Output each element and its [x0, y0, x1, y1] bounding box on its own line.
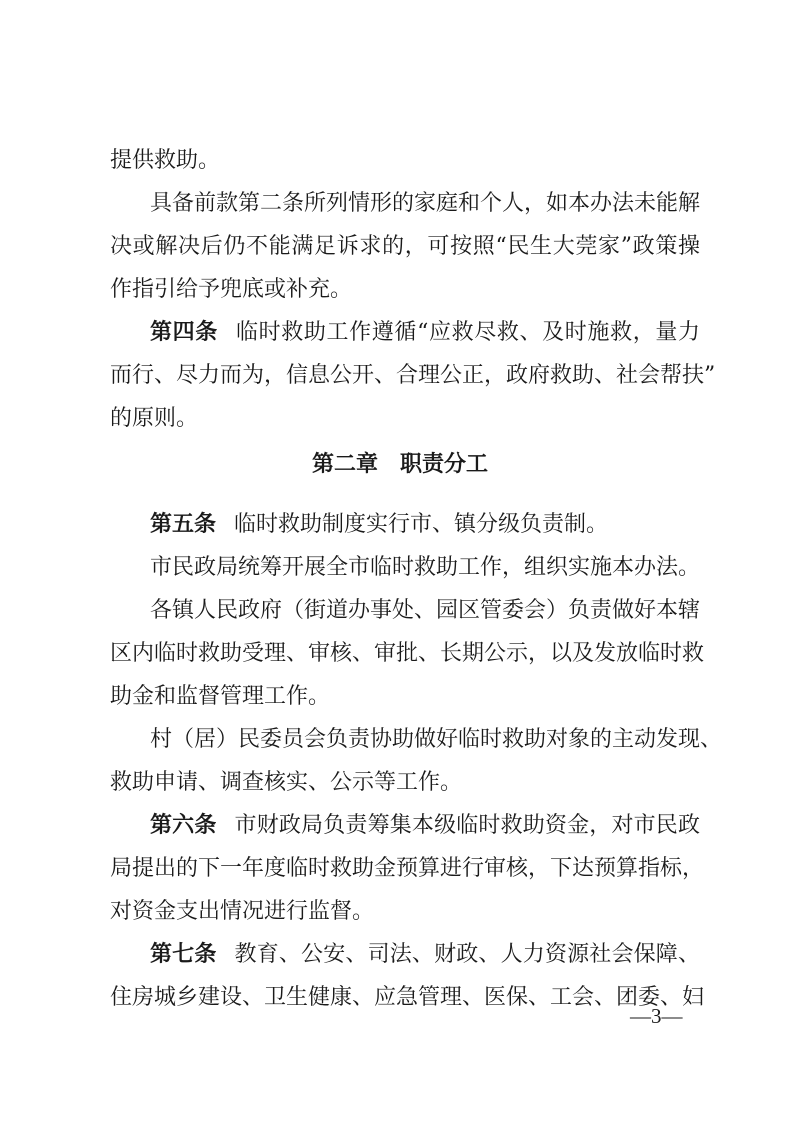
- text-line: 住房城乡建设、卫生健康、应急管理、医保、工会、团委、妇: [110, 985, 705, 1010]
- article-label: 第七条: [150, 942, 217, 967]
- article-text: 市财政局负责筹集本级临时救助资金，对市民政: [234, 813, 700, 838]
- text-line: 村（居）民委员会负责协助做好临时救助对象的主动发现、: [150, 727, 723, 752]
- text-line: 决或解决后仍不能满足诉求的，可按照“民生大莞家”政策操: [110, 234, 700, 259]
- article-label: 第六条: [150, 813, 217, 838]
- article-text: 教育、公安、司法、财政、人力资源社会保障、: [234, 942, 700, 967]
- text-line: 各镇人民政府（街道办事处、园区管委会）负责做好本辖: [150, 598, 701, 623]
- text-line: 作指引给予兜底或补充。: [110, 277, 353, 302]
- text-line: 市民政局统筹开展全市临时救助工作，组织实施本办法。: [150, 555, 701, 580]
- article-4-line: [150, 318, 700, 348]
- chapter-title: 职责分工: [400, 452, 489, 477]
- article-label: 第四条: [150, 320, 218, 345]
- text-line: 而行、尽力而为，信息公开、合理公正，政府救助、社会帮扶”: [110, 363, 716, 388]
- article-7-line: [150, 940, 700, 970]
- article-text: 临时救助制度实行市、镇分级负责制。: [234, 512, 609, 537]
- chapter-number: 第二章: [311, 452, 378, 477]
- article-6-line: [150, 811, 700, 841]
- text-line: 助金和监督管理工作。: [110, 684, 331, 709]
- text-line: 救助申请、调查核实、公示等工作。: [110, 770, 463, 795]
- text-line: 具备前款第二条所列情形的家庭和个人，如本办法未能解: [150, 191, 701, 216]
- text-line: 局提出的下一年度临时救助金预算进行审核，下达预算指标，: [110, 856, 705, 881]
- article-5-line: [150, 510, 700, 540]
- page-number: —3—: [630, 1004, 683, 1028]
- text-line: 对资金支出情况进行监督。: [110, 899, 375, 924]
- article-text: 临时救助工作遵循“应救尽救、及时施救，量力: [235, 320, 700, 345]
- text-line: 区内临时救助受理、审核、审批、长期公示，以及发放临时救: [110, 641, 705, 666]
- text-line: 提供救助。: [110, 148, 221, 173]
- text-line: 的原则。: [110, 406, 199, 431]
- article-label: 第五条: [150, 512, 217, 537]
- chapter-heading: [0, 450, 800, 480]
